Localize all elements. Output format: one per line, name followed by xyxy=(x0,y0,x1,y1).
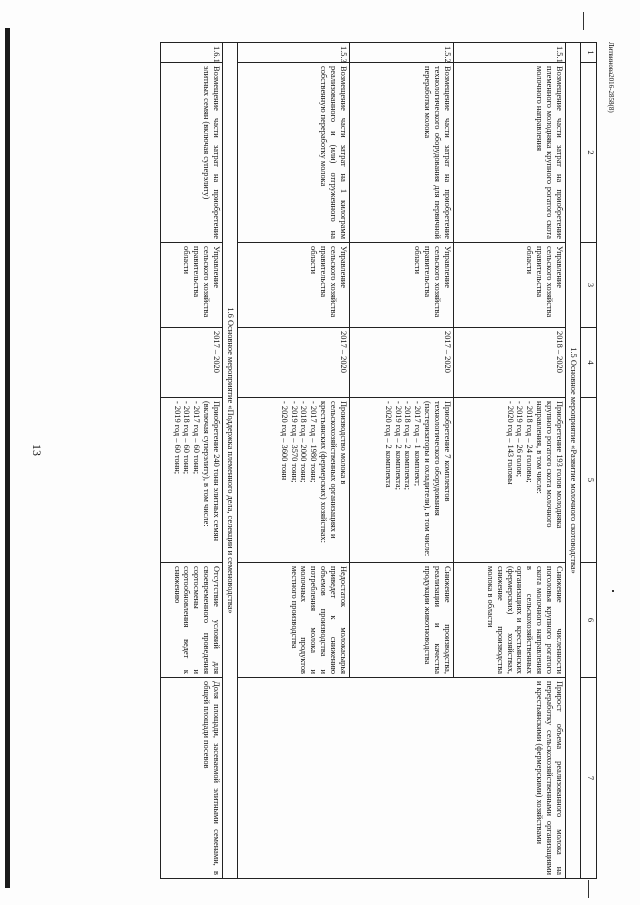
executor: Управление сельского хозяйства правительства области xyxy=(350,243,454,328)
section-title-row xyxy=(566,43,581,879)
page-number: 13 xyxy=(30,444,44,456)
scan-artifact-mark xyxy=(583,12,584,30)
row-number: 1.5.2 xyxy=(350,43,454,63)
expected-result: Приобретение 240 тонн элитных семян (включая суперэлиту), в том числе: - 2017 год – 60 тонн; - 2018 год – 60 тонн; - 2019 год – 60 тонн; xyxy=(161,398,223,563)
non-implementation-consequence: Недостаток молокасырья приведет к снижению объемов производства и потребления молока и молочных продуктов местного производства xyxy=(238,563,350,678)
period: 2017 – 2020 xyxy=(161,328,223,398)
header-cell: 7 xyxy=(581,678,597,879)
executor: Управление сельского хозяйства правительства области xyxy=(454,243,566,328)
header-cell: 2 xyxy=(581,63,597,243)
scan-artifact-mark xyxy=(588,880,589,898)
header-cell: 4 xyxy=(581,328,597,398)
program-indicator: Доля площади, засеваемой элитными семенами, в общей площади посевов xyxy=(161,678,223,879)
header-cell: 6 xyxy=(581,563,597,678)
header-cell: 5 xyxy=(581,398,597,563)
expected-result: Приобретение 193 голов молодняка крупного рогатого скота молочного направления, в том числе: - 2018 год – 24 головы; - 2019 год – 26 голов; - 2020 год – 143 головы xyxy=(454,398,566,563)
executor: Управление сельского хозяйства правительства области xyxy=(161,243,223,328)
scan-artifact-mark xyxy=(612,590,614,592)
section-title: 1.5 Основное мероприятие «Развитие молочного скотоводства» xyxy=(566,43,581,879)
measure-name: Возмещение части затрат на приобретение технологического оборудования для первичной переработки молока xyxy=(350,63,454,243)
document-footer-code: Литвинова2016-2858(8) xyxy=(607,42,615,113)
non-implementation-consequence: Отсутствие условий для своевременного проведения сортосмены и сортообновления ведет к снижению xyxy=(161,563,223,678)
header-cell: 3 xyxy=(581,243,597,328)
period: 2017 – 2020 xyxy=(238,328,350,398)
table-row xyxy=(454,43,566,879)
rotated-table-container xyxy=(62,42,597,878)
measure-name: Возмещение части затрат на 1 килограмм реализованного и (или) отгруженного на собственную переработку молока xyxy=(238,63,350,243)
measures-table xyxy=(160,42,597,879)
expected-result: Приобретение 7 комплектов технологического оборудования (пастеризаторы и охладители), в том числе: - 2017 год – 1 комплект; - 2018 год – 2 комплекта; - 2019 год – 2 комплекта; - 2020 год – 2 комплекта xyxy=(350,398,454,563)
program-indicator: Прирост объема реализованного молока на переработку сельскохозяйственными организациями и крестьянскими (фермерскими) хозяйствами xyxy=(238,678,566,879)
non-implementation-consequence: Снижение производства, реализации и качества продукции животноводства xyxy=(350,563,454,678)
measure-name: Возмещение части затрат на приобретение племенного молодняка крупного рогатого скота молочного направления xyxy=(454,63,566,243)
period: 2018 – 2020 xyxy=(454,328,566,398)
section-title-row xyxy=(223,43,238,879)
row-number: 1.5.3 xyxy=(238,43,350,63)
measure-name: Возмещение части затрат на приобретение элитных семян (включая суперэлиту) xyxy=(161,63,223,243)
section-title: 1.6 Основное мероприятие «Поддержка племенного дела, селекции и семеноводства» xyxy=(223,43,238,879)
table-header-row xyxy=(581,43,597,879)
non-implementation-consequence: Снижение численности поголовья крупного рогатого скота молочного направления в сельскохозяйственных организациях и крестьянских (фермерских) хозяйствах, снижение производства молока в области xyxy=(454,563,566,678)
scan-binding-edge xyxy=(5,28,10,888)
header-cell: 1 xyxy=(581,43,597,63)
period: 2017 – 2020 xyxy=(350,328,454,398)
row-number: 1.6.1 xyxy=(161,43,223,63)
expected-result: Производство молока в сельскохозяйственных организациях и крестьянских (фермерских) хозяйствах: - 2017 год – 1980 тонн; - 2018 год – 2000 тонн; - 2019 год – 3570 тонн; - 2020 год – 3600 тонн xyxy=(238,398,350,563)
table-row xyxy=(161,43,223,879)
row-number: 1.5.1 xyxy=(454,43,566,63)
executor: Управление сельского хозяйства правительства области xyxy=(238,243,350,328)
